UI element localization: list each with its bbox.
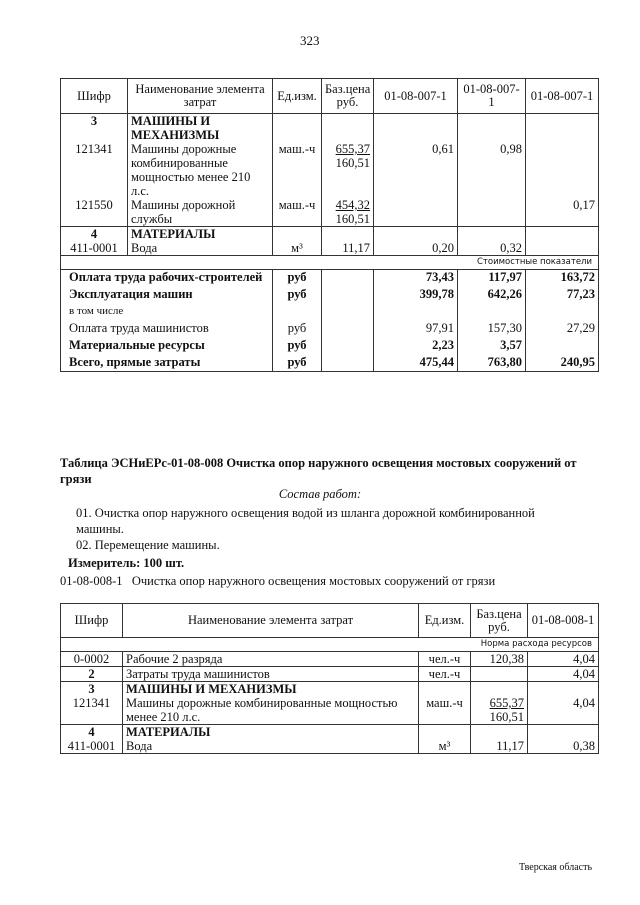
price-cell [322,304,374,321]
unit-cell [273,198,322,227]
code-cell: 2 [61,667,123,682]
unit-cell [419,696,471,725]
unit-cell [273,142,322,198]
value-cell [458,304,526,321]
value-cell: 2,23 [374,338,458,355]
price-cell [322,355,374,372]
name-cell: МАШИНЫ И МЕХАНИЗМЫ [128,114,273,143]
price-value: 454,32 [335,198,370,212]
value-cell [374,227,458,242]
value-cell: 399,78 [374,287,458,304]
value-cell: 73,43 [374,270,458,287]
footer-region: Тверская область [519,862,593,873]
name-cell: Рабочие 2 разряда [123,652,419,667]
unit-cell: руб [273,287,322,304]
value-cell: 763,80 [458,355,526,372]
price-value: 160,51 [335,156,370,170]
unit-cell: руб [273,321,322,338]
unit-cell: руб [273,270,322,287]
unit: маш.-ч [426,696,463,710]
value-cell [528,725,599,740]
name-cell: Вода [128,241,273,256]
unit-cell [419,682,471,697]
price-cell [471,739,528,754]
price-value: 11,17 [496,739,524,753]
unit-cell [419,652,471,667]
work-item-1: 01. Очистка опор наружного освещения водой из шланга дорожной комбинированной машины. [76,506,535,536]
cost-name: Оплата труда рабочих-строителей [61,270,273,287]
meter: Измеритель: 100 шт. [68,556,185,570]
code-cell: 4 [61,725,123,740]
value-cell [374,114,458,143]
column-header: Наименование элемента затрат [128,79,273,114]
unit-cell [273,114,322,143]
column-header: Шифр [61,79,128,114]
value-cell [374,198,458,227]
value-cell [526,304,599,321]
table-row [61,241,599,256]
unit: маш.-ч [278,198,316,212]
column-header: Ед.изм. [419,604,471,638]
cost-row [61,355,599,372]
unit: маш.-ч [278,142,316,156]
value-cell: 157,30 [458,321,526,338]
column-header: Наименование элемента затрат [123,604,419,638]
price-cell [471,725,528,740]
unit-cell [419,667,471,682]
code-cell: 3 [61,114,128,143]
price-value: 655,37 [335,142,370,156]
code-cell: 121341 [61,142,128,198]
column-header: Ед.изм. [273,79,322,114]
value-cell: 3,57 [458,338,526,355]
unit-cell: руб [273,338,322,355]
price-value: 120,38 [489,652,524,666]
name-cell: Затраты труда машинистов [123,667,419,682]
price-cell [471,682,528,697]
column-header: 01-08-007-1 [374,79,458,114]
value-cell: 4,04 [528,667,599,682]
resource-table-007 [60,78,599,372]
page-number: 323 [300,33,320,48]
value-cell: 4,04 [528,696,599,725]
price-value: 160,51 [335,212,370,226]
value-cell [526,227,599,242]
cost-name: Всего, прямые затраты [61,355,273,372]
unit-cell: руб [273,355,322,372]
unit-cell [419,725,471,740]
column-header: Шифр [61,604,123,638]
name-cell: Машины дорожной службы [128,198,273,227]
column-header: 01-08-007-1 [458,79,526,114]
price-cell [322,241,374,256]
name-cell: МАТЕРИАЛЫ [123,725,419,740]
value-cell: 0,20 [374,241,458,256]
unit-cell [273,227,322,242]
value-cell [458,114,526,143]
value-cell: 0,32 [458,241,526,256]
cost-row [61,304,599,321]
cost-row [61,321,599,338]
value-cell [528,682,599,697]
cost-name: Материальные ресурсы [61,338,273,355]
code-cell: 121550 [61,198,128,227]
column-header: 01-08-008-1 [528,604,599,638]
code-cell: 3 [61,682,123,697]
cost-row [61,270,599,287]
value-cell: 240,95 [526,355,599,372]
price-cell [471,667,528,682]
column-header: Баз.цена руб. [322,79,374,114]
work-heading: Состав работ: [278,487,362,501]
price-cell [322,321,374,338]
unit: м³ [438,739,451,753]
code-cell: 411-0001 [61,241,128,256]
column-header: Баз.цена руб. [471,604,528,638]
price-value: 160,51 [489,710,524,724]
value-cell: 475,44 [374,355,458,372]
value-cell [526,142,599,198]
code-cell: 121341 [61,696,123,725]
price-cell [322,142,374,198]
resource-table-008 [60,603,599,754]
table-row [61,142,599,198]
price-cell [322,270,374,287]
value-cell: 77,23 [526,287,599,304]
norm-caption: Норма расхода ресурсов [61,638,599,652]
table-row [61,227,599,242]
name-cell: Машины дорожные комбинированные мощностью менее 210 л.с. [123,696,419,725]
unit-cell [419,739,471,754]
unit: чел.-ч [428,652,461,666]
column-header: 01-08-007-1 [526,79,599,114]
value-cell: 97,91 [374,321,458,338]
cost-name: Оплата труда машинистов [61,321,273,338]
table-row [61,114,599,143]
table-row [61,696,599,725]
value-cell [458,227,526,242]
price-cell [471,696,528,725]
cost-row [61,338,599,355]
unit: чел.-ч [428,667,461,681]
name-cell: МАТЕРИАЛЫ [128,227,273,242]
table-row [61,198,599,227]
table-row [61,652,599,667]
price-cell [322,227,374,242]
cost-name: Эксплуатация машин [61,287,273,304]
value-cell [374,304,458,321]
table-row [61,739,599,754]
value-cell [526,241,599,256]
table-subtitle: 01-08-008-1 Очистка опор наружного освещения мостовых сооружений от грязи [60,574,496,588]
price-cell [322,338,374,355]
value-cell: 0,38 [528,739,599,754]
caption-row [61,638,599,652]
name-cell: Вода [123,739,419,754]
value-cell: 4,04 [528,652,599,667]
code-cell: 411-0001 [61,739,123,754]
name-cell: МАШИНЫ И МЕХАНИЗМЫ [123,682,419,697]
unit: м³ [291,241,303,255]
value-cell: 163,72 [526,270,599,287]
work-item-2: 02. Перемещение машины. [76,538,220,552]
value-cell [458,198,526,227]
value-cell: 117,97 [458,270,526,287]
price-cell [322,287,374,304]
value-cell: 27,29 [526,321,599,338]
unit-cell [273,304,322,321]
price-cell [322,114,374,143]
value-cell: 0,17 [526,198,599,227]
name-cell: Машины дорожные комбинированные мощностью менее 210 л.с. [128,142,273,198]
table-row [61,682,599,697]
cost-name: в том числе [61,304,273,321]
table-title: Таблица ЭСНиЕРс-01-08-008 Очистка опор наружного освещения мостовых сооружений от грязи [60,456,577,486]
caption-row [61,256,599,270]
price-value: 655,37 [489,696,524,710]
cost-row [61,287,599,304]
cost-caption: Стоимостные показатели [61,256,599,270]
price-value: 11,17 [342,241,370,255]
code-cell: 4 [61,227,128,242]
price-cell [322,198,374,227]
value-cell: 642,26 [458,287,526,304]
table-row [61,725,599,740]
code-cell: 0-0002 [61,652,123,667]
value-cell: 0,98 [458,142,526,198]
value-cell [526,114,599,143]
value-cell [526,338,599,355]
table-row [61,667,599,682]
price-cell [471,652,528,667]
value-cell: 0,61 [374,142,458,198]
unit-cell [273,241,322,256]
